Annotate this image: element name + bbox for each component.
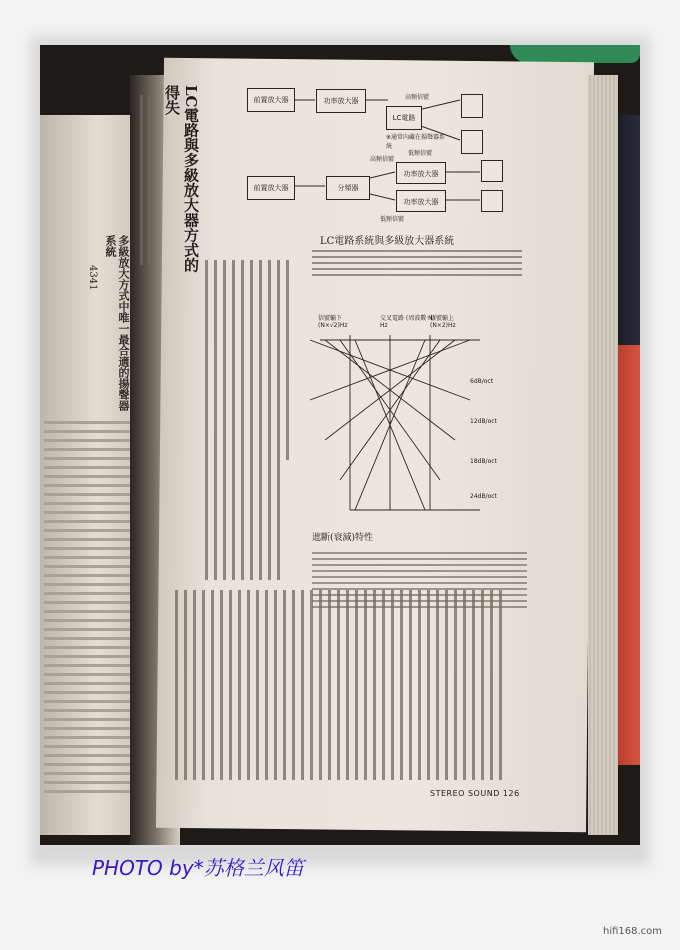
high-signal-label-bottom: 高頻信號 — [370, 156, 395, 163]
preamp-box-bottom: 前置放大器 — [247, 176, 295, 200]
slope-label-12: 12dB/oct — [470, 418, 497, 425]
slope-label-24: 24dB/oct — [470, 493, 497, 500]
graph-label-right: 信號輸上 (N×2)Hz — [430, 315, 456, 329]
attenuation-graph — [290, 300, 520, 520]
speaker-high-bottom — [481, 160, 503, 182]
site-watermark: hifi168.com — [603, 926, 663, 937]
article-headline: LC電路與多級放大器方式的得失 — [163, 85, 200, 273]
graph-label-center: 交叉電路 (周波數·N) Hz — [380, 315, 435, 329]
photo-caption: PHOTO by*苏格兰风笛 — [92, 856, 304, 880]
speaker-low-bottom — [481, 190, 503, 212]
left-page-heading: 多級放大方式中唯一最合適的揚聲器系統 — [104, 235, 130, 411]
page-footer: STEREO SOUND 126 — [430, 789, 520, 798]
speaker-low-top — [461, 130, 483, 154]
graph-label-left: 信號輸下 (N×√2)Hz — [318, 315, 348, 329]
left-page-text-lines — [44, 415, 132, 799]
low-signal-label-top: 低頻信號 — [408, 150, 433, 157]
block-diagram-lines — [0, 0, 680, 240]
speaker-high-top — [461, 94, 483, 118]
power-amp-box-low: 功率放大器 — [396, 190, 446, 212]
power-amp-box-top: 功率放大器 — [316, 89, 366, 113]
preamp-box-top: 前置放大器 — [247, 88, 295, 112]
lc-network-box: LC電路 — [386, 106, 422, 130]
system-diagram-title: LC電路系統與多級放大器系統 — [320, 236, 455, 247]
low-signal-label-bottom: 低頻信號 — [380, 216, 405, 223]
lc-note: ※通常內藏在揚聲器系統 — [386, 134, 446, 150]
system-diagram-description — [312, 246, 522, 280]
divider-box: 分頻器 — [326, 176, 370, 200]
attenuation-title: 遮斷(衰減)特性 — [312, 533, 374, 543]
slope-label-18: 18dB/oct — [470, 458, 497, 465]
power-amp-box-high: 功率放大器 — [396, 162, 446, 184]
left-page-subheading: 4341 — [87, 265, 98, 291]
high-signal-label-top: 高頻信號 — [405, 94, 430, 101]
slope-label-6: 6dB/oct — [470, 378, 494, 385]
attenuation-description — [312, 548, 527, 612]
